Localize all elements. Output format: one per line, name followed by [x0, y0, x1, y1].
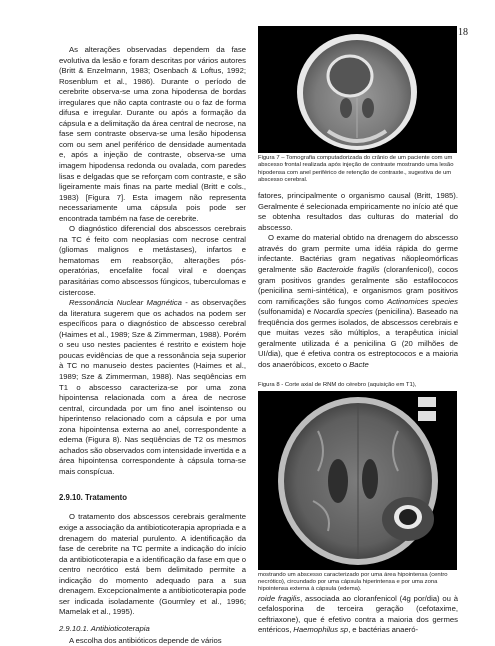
therapy-text-1: , associada ao cloranfenicol (4g por/dia) ou à cefalosporina de terceira geração (cefotaxime, ceftriaxone), que é efetivo contra a maioria dos germes entéricos, — [258, 593, 458, 635]
mri-scan-image — [258, 391, 457, 570]
left-column — [59, 45, 246, 646]
figure-8-mri-scan — [258, 391, 457, 570]
gram-text-3: (sulfonamida) e — [258, 307, 314, 317]
organism-haemophilus: Haemophilus sp — [293, 625, 349, 635]
ct-scan-image — [258, 26, 457, 153]
paragraph-empirical-therapy — [258, 594, 458, 636]
gram-text-2: (cloranfenicol), cocos gram positivos grandes geralmente são estafilococos (penicilina semi-sintética), e organismos gram positivos com ramificações são fungos como — [258, 265, 459, 306]
paragraph-antibiotics: A escolha dos antibióticos depende de vários — [69, 635, 222, 645]
organism-nocardia: Nocardia species — [313, 307, 373, 317]
figure-7-caption: Figura 7 – Tomografia computadorizada do crânio de um paciente com um abscesso frontal realizada após injeção de contraste mostrando uma lesão hipodensa com anel periférico de retenção de contraste., sugestiva de um abscesso cerebral. — [258, 155, 454, 183]
figure-8-caption: mostrando um abscesso caracterizado por uma área hipointensa (centro necrótico), circundado por uma cápsula hiperintensa e por uma zona hipointensa externa à cápsula (edema). — [258, 571, 448, 593]
mri-term: Ressonância Nuclear Magnética — [69, 298, 182, 308]
gram-text-4: (penicilina). Baseado na freqüência dos germes isolados, de abscessos cerebrais e que muitas vezes são múltiplos, a terapêutica inicial geralmente utilizada é a penicilina G (20 milhões de UI/dia), que é efetiva contra os estreptococos e a maioria dos anaeróbicos, exceto o — [258, 307, 458, 369]
mri-text: - as observações da literatura sugerem que os achados na podem ser específicos para o diagnóstico de abscesso cerebral (Haimes et al., 1989; Sze & Zimmerman, 1988). Porém o seu uso nestes pacientes é restrito e existem hoje poucas evidências de que a ressonância seja superior à TC no manuseio destes pacientes (Haimes et al., 1989; Sze & Zimmerman, 1988). Nas seqüências em T1 o abscesso caracteriza-se por uma zona hipointensa relacionada com a área de necrose central, circundada por um fino anel isointenso ou hiperintenso relacionado com a cápsula e por uma zona hipointensa externa ao anel, correspondente a edema (Figura 8). Nas seqüências de T2 os mesmos achados são observados com intensidade invertida e a área hipointensa correspondente à cápsula torna-se mais conspícua. — [59, 298, 246, 476]
right-column — [258, 26, 458, 636]
figure-7-ct-scan — [258, 26, 457, 153]
figure-8-caption-heading: Figura 8 - Corte axial de RNM do cérebro (aquisição em T1), — [258, 382, 417, 389]
paragraph-differential-diagnosis: O diagnóstico diferencial dos abscessos cerebrais na TC é feito com neoplasias com necrose central (gliomas malignos e metástases), infartos e hematomas em reabsorção, alterações pós-operatórias, encefalite focal viral e doenças parasitárias como abscessos fúngicos, tuberculomas e cistercose. — [59, 224, 246, 297]
gram-text-1: O exame do material obtido na drenagem do abscesso através do gram permite uma idéia rápida do germe infectante. Bactérias gram negativas nãopleomórficas geralmente são — [258, 233, 458, 275]
paragraph-ct-findings: As alterações observadas dependem da fase evolutiva da lesão e foram descritas por vários autores (Britt & Enzelmann, 1983; Osenbach & Loftus, 1992; Rosenblum et al., 1986). Durante o período de cerebrite observa-se uma zona hipodensa de bordas irregulares que não capta contraste ou o faz de forma difusa e irregular. Durante ou após a formação da cápsula e a delimitação da área central de necrose, na fase sem contraste observa-se uma lesão hipodensa com ou sem anel periférico de densidade aumentada e, após a injeção de contraste, observa-se uma imagem hipodensa redonda ou ovalada, com paredes lisas e delgadas que se reforçam com contraste, e são ligeiramente mais finas na parte medial (Britt e cols., 1983) [Figura 7]. Esta imagem não representa necessariamente uma cápsula pois pode ser encontrada também na fase de cerebrite. — [59, 45, 246, 223]
organism-actinomices: Actinomices species — [387, 296, 458, 306]
subsection-heading-antibiotics: 2.9.10.1. Antibioticoterapia — [59, 623, 150, 633]
paragraph-mri — [59, 298, 246, 477]
page-number: 18 — [458, 27, 468, 38]
therapy-text-2: , e bactérias anaeró- — [348, 625, 419, 635]
organism-bacteroide: Bacteroide fragilis — [316, 265, 380, 275]
paragraph-gram-exam — [258, 233, 458, 370]
paragraph-causal-organism: fatores, principalmente o organismo causal (Britt, 1985). Geralmente é selecionada empiricamente no início até que se obtenha resultados das culturas do material do abscesso. — [258, 191, 458, 232]
section-heading-treatment: 2.9.10. Tratamento — [59, 493, 128, 503]
paragraph-treatment: O tratamento dos abscessos cerebrais geralmente exige a associação da antibioticoterapia apropriada e a drenagem do material purulento. A identificação da fase de cerebrite na TC permite a indicação do início da antibioticoterapia e a identificação da fase em que o centro necrótico está bem delimitado permite a indicação do momento adequado para a sua drenagem. Excepcionalmente a antibioticoterapia pode ser indicada isoladamente (Gourmley et al., 1996; Mamelak et al., 1995). — [59, 512, 246, 617]
organism-bacte: Bacte — [349, 359, 369, 369]
organism-roide-fragilis: roide fragilis — [258, 593, 301, 603]
